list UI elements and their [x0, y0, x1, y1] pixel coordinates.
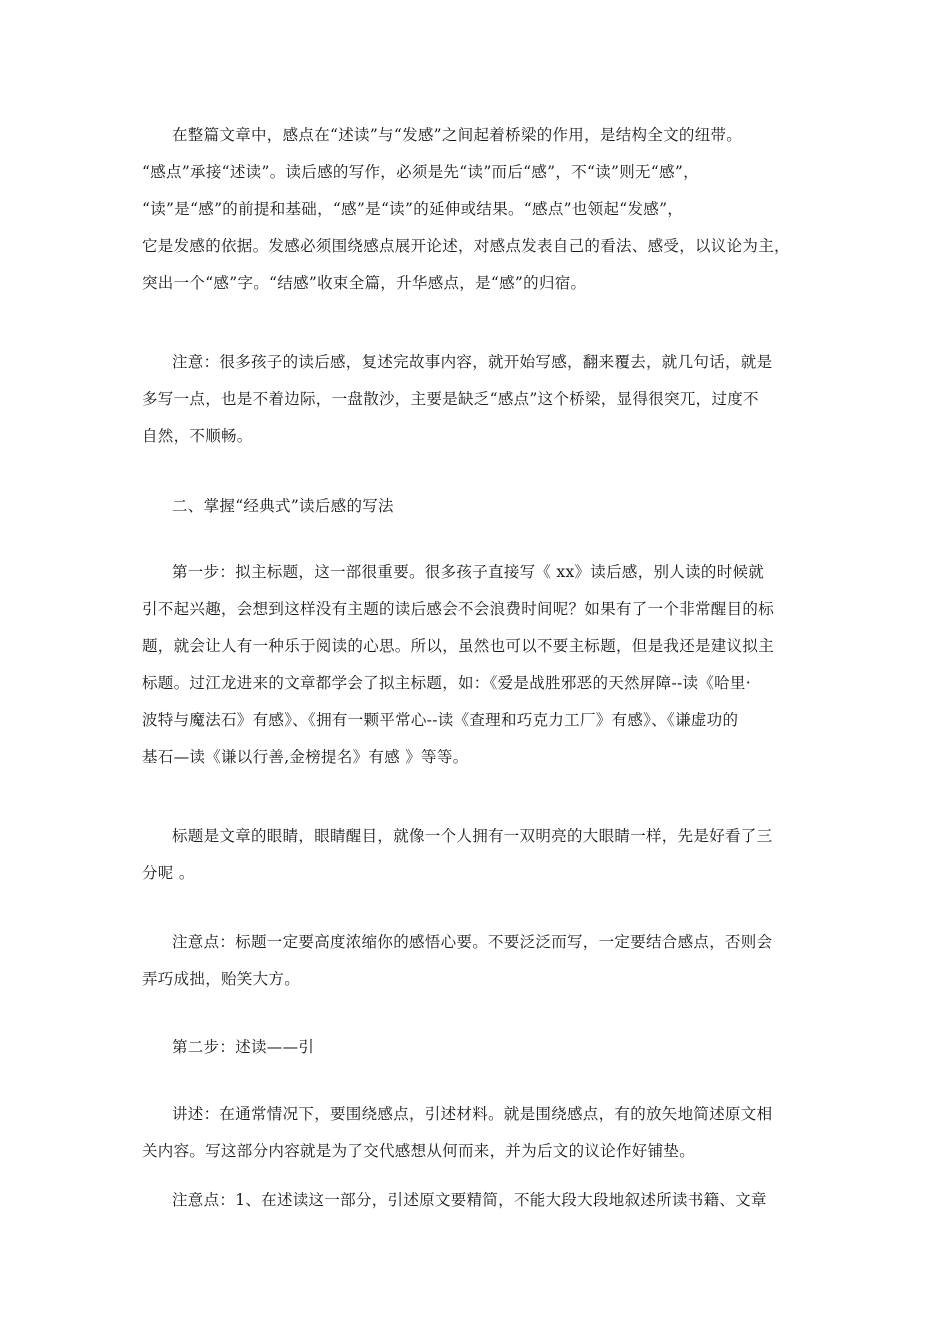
paragraph-step-one [142, 554, 818, 776]
paragraph-narration [142, 1096, 818, 1170]
text-line: 标题是文章的眼睛，眼睛醒目，就像一个人拥有一双明亮的大眼睛一样，先是好看了三 [172, 827, 773, 845]
heading-text: 第二步：述读——引 [172, 1038, 315, 1056]
text-line: 分呢 。 [142, 864, 195, 882]
section-heading [172, 488, 818, 525]
text-line: 标题。过江龙进来的文章都学会了拟主标题，如：《爱是战胜邪恶的天然屏障--读《哈里· [142, 674, 751, 692]
heading-text: 二、掌握“经典式”读后感的写法 [172, 497, 394, 515]
text-line: 自然，不顺畅。 [142, 427, 253, 445]
text-line: 注意点：1、在述读这一部分，引述原文要精简，不能大段大段地叙述所读书籍、文章 [172, 1191, 767, 1209]
paragraph-note-point-one [172, 1182, 818, 1219]
text-line: 弄巧成拙，贻笑大方。 [142, 970, 301, 988]
text-line: 注意点：标题一定要高度浓缩你的感悟心要。不要泛泛而写，一定要结合感点，否则会 [172, 933, 773, 951]
paragraph-bridge-explanation [142, 117, 818, 302]
text-line: 注意：很多孩子的读后感，复述完故事内容，就开始写感，翻来覆去，就几句话，就是 [172, 353, 773, 371]
text-line: “感点”承接“述读”。读后感的写作，必须是先“读”而后“感”，不“读”则无“感”， [142, 163, 699, 181]
text-line: 在整篇文章中，感点在“述读”与“发感”之间起着桥梁的作用，是结构全文的纽带。 [172, 126, 743, 144]
text-line: 基石—读《谦以行善,金榜提名》有感 》等等。 [142, 748, 469, 766]
text-line: 突出一个“感”字。“结感”收束全篇，升华感点，是“感”的归宿。 [142, 274, 587, 292]
paragraph-title-eye [142, 818, 818, 892]
step-two-heading [172, 1029, 818, 1066]
text-line: “读”是“感”的前提和基础，“感”是“读”的延伸或结果。“感点”也领起“发感”， [142, 200, 684, 218]
text-line: 题，就会让人有一种乐于阅读的心思。所以，虽然也可以不要主标题，但是我还是建议拟主 [142, 637, 775, 655]
text-line: 讲述：在通常情况下，要围绕感点，引述材料。就是围绕感点，有的放矢地简述原文相 [172, 1105, 773, 1123]
text-line: 多写一点，也是不着边际，一盘散沙，主要是缺乏“感点”这个桥梁，显得很突兀，过度不 [142, 390, 759, 408]
text-line: 波特与魔法石》有感》、《拥有一颗平常心--读《查理和巧克力工厂》有感》、《谦虚功的 [142, 711, 739, 729]
text-line: 引不起兴趣，会想到这样没有主题的读后感会不会浪费时间呢？如果有了一个非常醒目的标 [142, 600, 775, 618]
paragraph-note-common-mistake [142, 344, 818, 455]
text-line: 它是发感的依据。发感必须围绕感点展开论述，对感点发表自己的看法、感受，以议论为主， [142, 237, 790, 255]
paragraph-note-title [142, 924, 818, 998]
text-line: 第一步：拟主标题，这一部很重要。很多孩子直接写《 xx》读后感，别人读的时候就 [172, 563, 765, 581]
text-line: 关内容。写这部分内容就是为了交代感想从何而来，并为后文的议论作好铺垫。 [142, 1142, 696, 1160]
